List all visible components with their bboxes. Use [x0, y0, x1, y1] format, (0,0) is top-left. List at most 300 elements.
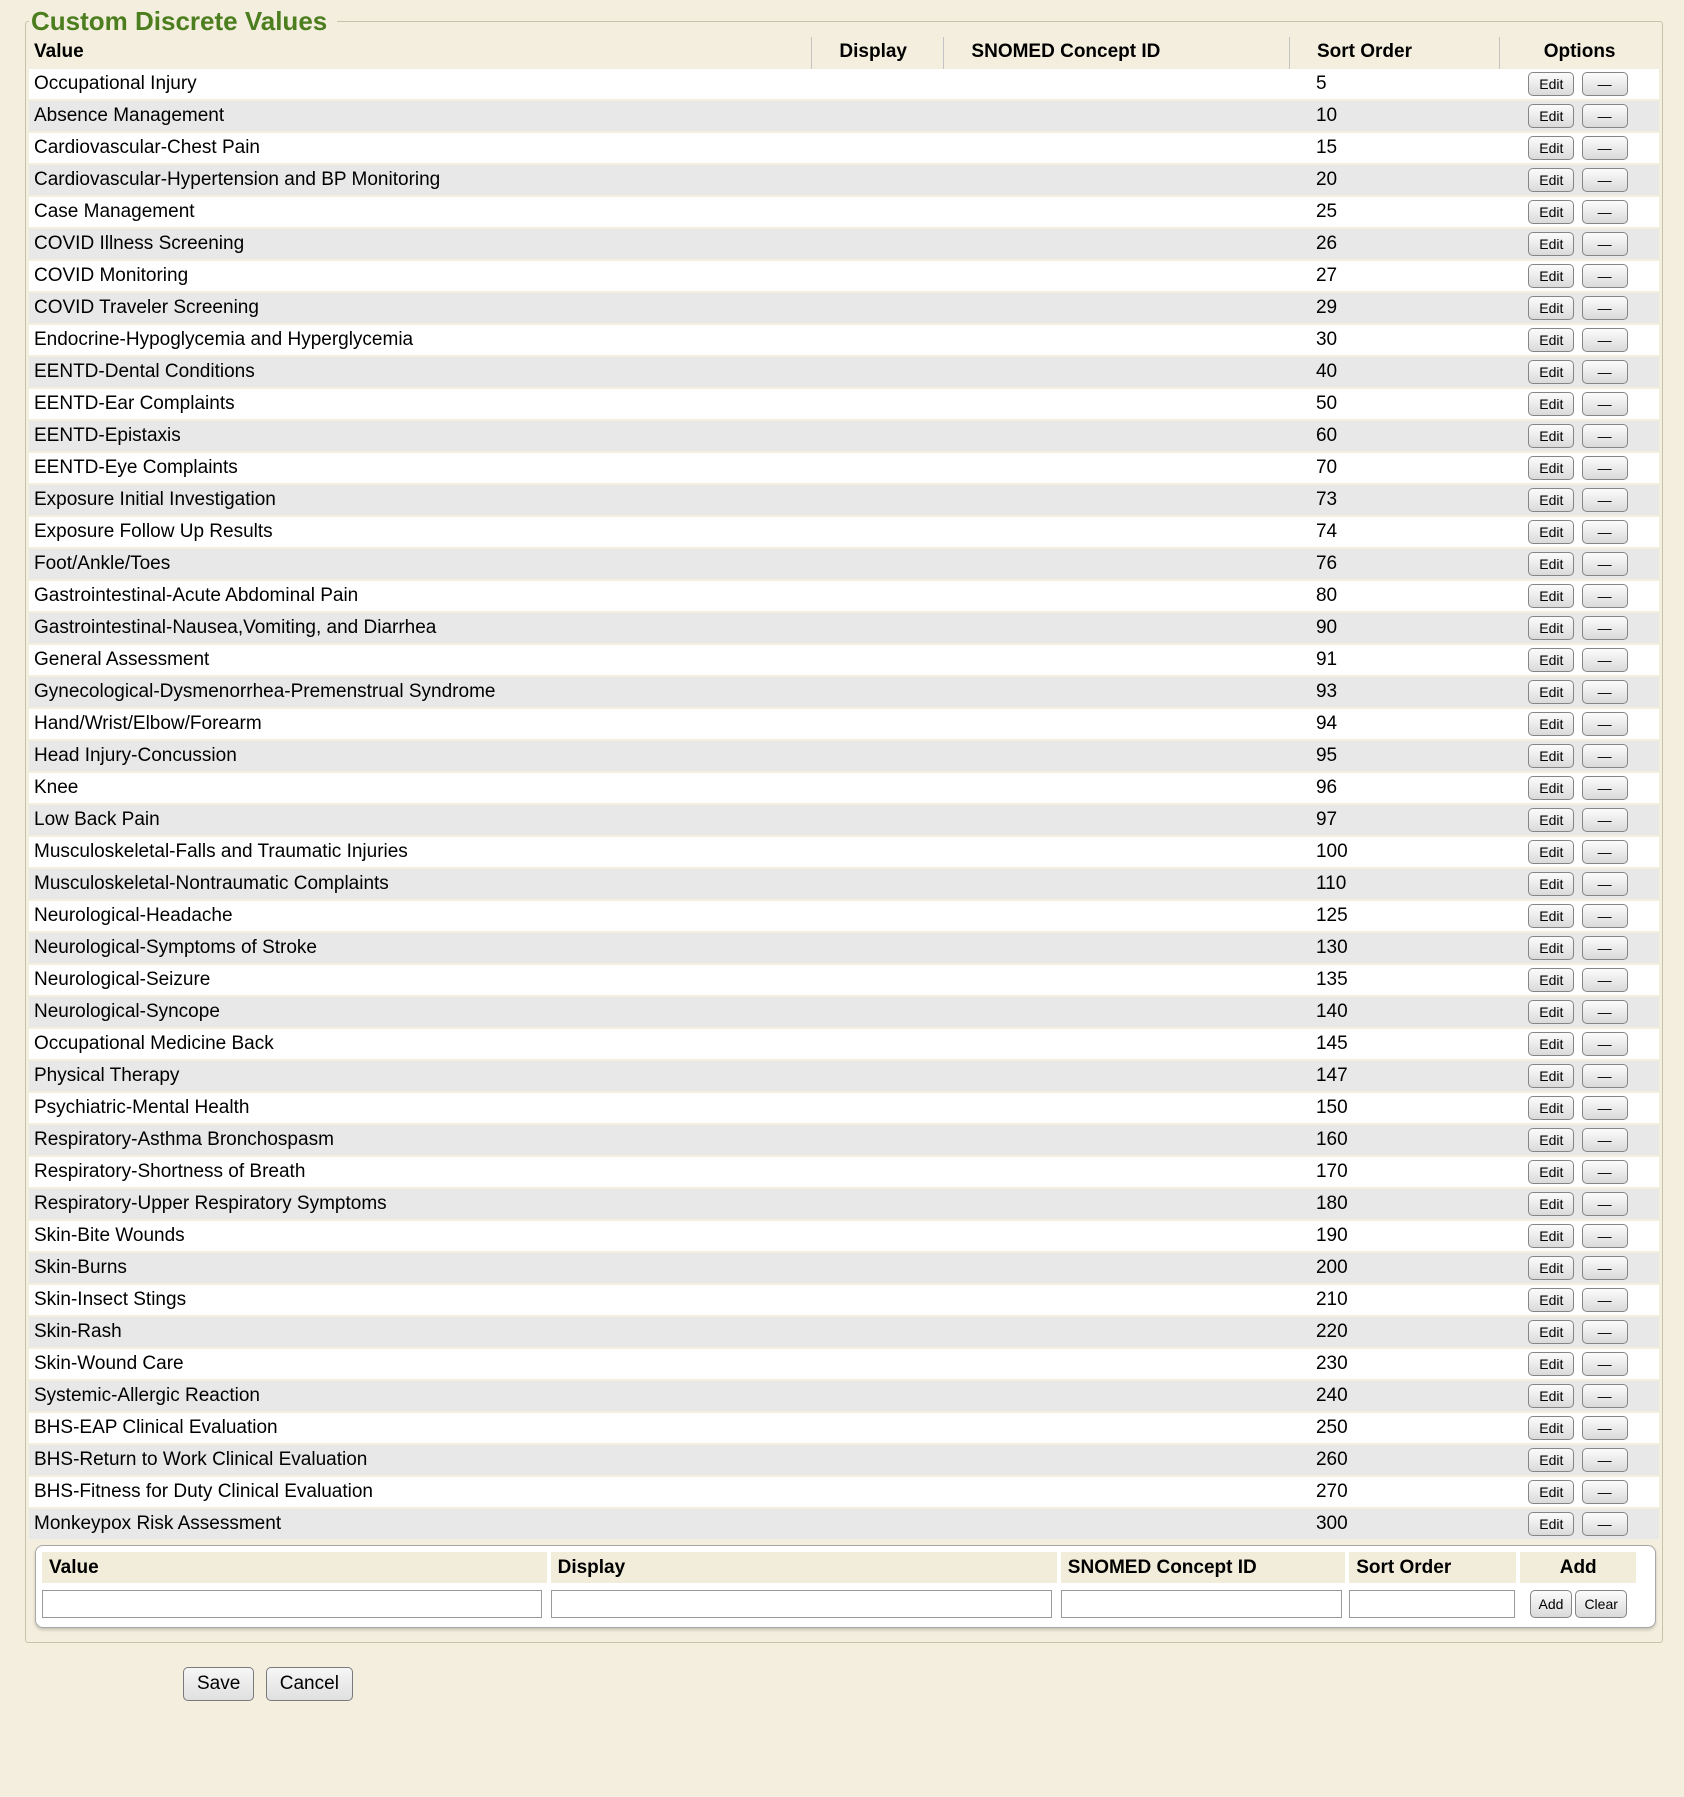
table-row — [29, 1509, 1659, 1541]
sort-order-cell: 90 — [1289, 613, 1499, 645]
remove-button[interactable]: — — [1582, 1128, 1628, 1152]
snomed-concept-id-cell — [943, 741, 1289, 773]
edit-button[interactable]: Edit — [1528, 904, 1574, 928]
remove-button[interactable]: — — [1582, 552, 1628, 576]
snomed-concept-id-cell — [943, 773, 1289, 805]
table-row — [29, 1253, 1659, 1285]
snomed-concept-id-cell — [943, 709, 1289, 741]
snomed-concept-id-cell — [943, 357, 1289, 389]
snomed-concept-id-cell — [943, 677, 1289, 709]
remove-button[interactable]: — — [1582, 1512, 1628, 1536]
options-cell — [1499, 901, 1659, 933]
options-cell — [1499, 197, 1659, 229]
remove-button[interactable]: — — [1582, 904, 1628, 928]
display-cell — [811, 1125, 943, 1157]
table-row — [29, 933, 1659, 965]
remove-button[interactable]: — — [1582, 616, 1628, 640]
table-row — [29, 1221, 1659, 1253]
remove-button[interactable]: — — [1582, 1096, 1628, 1120]
value-cell: EENTD-Ear Complaints — [29, 389, 811, 421]
display-cell — [811, 965, 943, 997]
edit-button[interactable]: Edit — [1528, 616, 1574, 640]
table-row — [29, 421, 1659, 453]
display-cell — [811, 901, 943, 933]
value-cell: Respiratory-Asthma Bronchospasm — [29, 1125, 811, 1157]
remove-button[interactable]: — — [1582, 1064, 1628, 1088]
display-cell — [811, 1253, 943, 1285]
sort-order-cell: 96 — [1289, 773, 1499, 805]
options-cell — [1499, 837, 1659, 869]
value-cell: Cardiovascular-Chest Pain — [29, 133, 811, 165]
table-row — [29, 549, 1659, 581]
edit-button[interactable]: Edit — [1528, 1512, 1574, 1536]
sort-order-cell: 130 — [1289, 933, 1499, 965]
snomed-concept-id-cell — [943, 1349, 1289, 1381]
sort-order-cell: 170 — [1289, 1157, 1499, 1189]
display-cell — [811, 69, 943, 101]
table-row — [29, 197, 1659, 229]
table-row — [29, 965, 1659, 997]
add-header-sort-order: Sort Order — [1349, 1552, 1516, 1583]
new-snomed-concept-id-input[interactable] — [1061, 1590, 1343, 1618]
value-cell: Case Management — [29, 197, 811, 229]
remove-button[interactable]: — — [1582, 744, 1628, 768]
value-cell: Skin-Bite Wounds — [29, 1221, 811, 1253]
snomed-concept-id-cell — [943, 901, 1289, 933]
display-cell — [811, 1477, 943, 1509]
sort-order-cell: 91 — [1289, 645, 1499, 677]
display-cell — [811, 1157, 943, 1189]
sort-order-cell: 180 — [1289, 1189, 1499, 1221]
edit-button[interactable]: Edit — [1528, 840, 1574, 864]
options-cell — [1499, 389, 1659, 421]
display-cell — [811, 741, 943, 773]
snomed-concept-id-cell — [943, 613, 1289, 645]
display-cell — [811, 1413, 943, 1445]
value-cell: Gastrointestinal-Acute Abdominal Pain — [29, 581, 811, 613]
table-row — [29, 1349, 1659, 1381]
add-header-value: Value — [42, 1552, 547, 1583]
snomed-concept-id-cell — [943, 581, 1289, 613]
sort-order-cell: 27 — [1289, 261, 1499, 293]
edit-button[interactable]: Edit — [1528, 1128, 1574, 1152]
edit-button[interactable]: Edit — [1528, 968, 1574, 992]
remove-button[interactable]: — — [1582, 1480, 1628, 1504]
sort-order-cell: 145 — [1289, 1029, 1499, 1061]
snomed-concept-id-cell — [943, 1157, 1289, 1189]
table-row — [29, 1381, 1659, 1413]
remove-button[interactable]: — — [1582, 648, 1628, 672]
snomed-concept-id-cell — [943, 69, 1289, 101]
new-value-input[interactable] — [42, 1590, 542, 1618]
edit-button[interactable]: Edit — [1528, 104, 1574, 128]
value-cell: EENTD-Epistaxis — [29, 421, 811, 453]
options-cell — [1499, 1349, 1659, 1381]
options-cell — [1499, 1093, 1659, 1125]
remove-button[interactable]: — — [1582, 136, 1628, 160]
table-row — [29, 677, 1659, 709]
value-cell: BHS-Return to Work Clinical Evaluation — [29, 1445, 811, 1477]
edit-button[interactable]: Edit — [1528, 232, 1574, 256]
display-cell — [811, 197, 943, 229]
remove-button[interactable]: — — [1582, 1320, 1628, 1344]
snomed-concept-id-cell — [943, 517, 1289, 549]
edit-button[interactable]: Edit — [1528, 808, 1574, 832]
edit-button[interactable]: Edit — [1528, 1224, 1574, 1248]
display-cell — [811, 805, 943, 837]
remove-button[interactable]: — — [1582, 1000, 1628, 1024]
sort-order-cell: 93 — [1289, 677, 1499, 709]
sort-order-cell: 110 — [1289, 869, 1499, 901]
display-cell — [811, 933, 943, 965]
remove-button[interactable]: — — [1582, 1448, 1628, 1472]
sort-order-cell: 15 — [1289, 133, 1499, 165]
table-row — [29, 613, 1659, 645]
value-cell: Gastrointestinal-Nausea,Vomiting, and Diarrhea — [29, 613, 811, 645]
snomed-concept-id-cell — [943, 1189, 1289, 1221]
sort-order-cell: 100 — [1289, 837, 1499, 869]
display-cell — [811, 133, 943, 165]
remove-button[interactable]: — — [1582, 1032, 1628, 1056]
edit-button[interactable]: Edit — [1528, 1192, 1574, 1216]
edit-button[interactable]: Edit — [1528, 1320, 1574, 1344]
display-cell — [811, 101, 943, 133]
snomed-concept-id-cell — [943, 1413, 1289, 1445]
options-cell — [1499, 581, 1659, 613]
remove-button[interactable]: — — [1582, 520, 1628, 544]
clear-button[interactable]: Clear — [1575, 1590, 1626, 1618]
options-cell — [1499, 1381, 1659, 1413]
value-cell: EENTD-Eye Complaints — [29, 453, 811, 485]
values-table — [29, 37, 1659, 1541]
edit-button[interactable]: Edit — [1528, 1160, 1574, 1184]
snomed-concept-id-cell — [943, 1221, 1289, 1253]
edit-button[interactable]: Edit — [1528, 1384, 1574, 1408]
options-cell — [1499, 325, 1659, 357]
edit-button[interactable]: Edit — [1528, 936, 1574, 960]
remove-button[interactable]: — — [1582, 1288, 1628, 1312]
edit-button[interactable]: Edit — [1528, 136, 1574, 160]
sort-order-cell: 5 — [1289, 69, 1499, 101]
value-cell: Respiratory-Shortness of Breath — [29, 1157, 811, 1189]
remove-button[interactable]: — — [1582, 872, 1628, 896]
edit-button[interactable]: Edit — [1528, 1000, 1574, 1024]
edit-button[interactable]: Edit — [1528, 200, 1574, 224]
snomed-concept-id-cell — [943, 229, 1289, 261]
edit-button[interactable]: Edit — [1528, 264, 1574, 288]
remove-button[interactable]: — — [1582, 1192, 1628, 1216]
value-cell: Exposure Follow Up Results — [29, 517, 811, 549]
edit-button[interactable]: Edit — [1528, 1480, 1574, 1504]
edit-button[interactable]: Edit — [1528, 424, 1574, 448]
remove-button[interactable]: — — [1582, 72, 1628, 96]
value-cell: Neurological-Syncope — [29, 997, 811, 1029]
remove-button[interactable]: — — [1582, 392, 1628, 416]
sort-order-cell: 40 — [1289, 357, 1499, 389]
edit-button[interactable]: Edit — [1528, 520, 1574, 544]
display-cell — [811, 453, 943, 485]
options-cell — [1499, 1221, 1659, 1253]
options-cell — [1499, 965, 1659, 997]
value-cell: Musculoskeletal-Falls and Traumatic Injuries — [29, 837, 811, 869]
remove-button[interactable]: — — [1582, 1160, 1628, 1184]
options-cell — [1499, 1285, 1659, 1317]
snomed-concept-id-cell — [943, 869, 1289, 901]
value-cell: Psychiatric-Mental Health — [29, 1093, 811, 1125]
edit-button[interactable]: Edit — [1528, 744, 1574, 768]
options-cell — [1499, 1253, 1659, 1285]
display-cell — [811, 1029, 943, 1061]
remove-button[interactable]: — — [1582, 968, 1628, 992]
table-row — [29, 645, 1659, 677]
sort-order-cell: 30 — [1289, 325, 1499, 357]
display-cell — [811, 549, 943, 581]
display-cell — [811, 581, 943, 613]
sort-order-cell: 210 — [1289, 1285, 1499, 1317]
edit-button[interactable]: Edit — [1528, 1352, 1574, 1376]
snomed-concept-id-cell — [943, 549, 1289, 581]
edit-button[interactable]: Edit — [1528, 392, 1574, 416]
edit-button[interactable]: Edit — [1528, 584, 1574, 608]
value-cell: Low Back Pain — [29, 805, 811, 837]
sort-order-cell: 74 — [1289, 517, 1499, 549]
edit-button[interactable]: Edit — [1528, 648, 1574, 672]
value-cell: Musculoskeletal-Nontraumatic Complaints — [29, 869, 811, 901]
sort-order-cell: 60 — [1289, 421, 1499, 453]
table-row — [29, 261, 1659, 293]
edit-button[interactable]: Edit — [1528, 680, 1574, 704]
cancel-button[interactable]: Cancel — [266, 1667, 353, 1701]
new-sort-order-input[interactable] — [1349, 1590, 1514, 1618]
edit-button[interactable]: Edit — [1528, 360, 1574, 384]
value-cell: Occupational Medicine Back — [29, 1029, 811, 1061]
value-cell: Systemic-Allergic Reaction — [29, 1381, 811, 1413]
table-row — [29, 709, 1659, 741]
value-cell: Gynecological-Dysmenorrhea-Premenstrual Syndrome — [29, 677, 811, 709]
add-header-add: Add — [1520, 1552, 1636, 1583]
remove-button[interactable]: — — [1582, 1256, 1628, 1280]
remove-button[interactable]: — — [1582, 328, 1628, 352]
table-row — [29, 741, 1659, 773]
edit-button[interactable]: Edit — [1528, 296, 1574, 320]
edit-button[interactable]: Edit — [1528, 1032, 1574, 1056]
value-cell: Skin-Rash — [29, 1317, 811, 1349]
options-cell — [1499, 1029, 1659, 1061]
options-cell — [1499, 1317, 1659, 1349]
edit-button[interactable]: Edit — [1528, 1448, 1574, 1472]
value-cell: COVID Traveler Screening — [29, 293, 811, 325]
value-cell: Neurological-Symptoms of Stroke — [29, 933, 811, 965]
snomed-concept-id-cell — [943, 1125, 1289, 1157]
options-cell — [1499, 773, 1659, 805]
display-cell — [811, 837, 943, 869]
sort-order-cell: 135 — [1289, 965, 1499, 997]
value-cell: Occupational Injury — [29, 69, 811, 101]
sort-order-cell: 125 — [1289, 901, 1499, 933]
remove-button[interactable]: — — [1582, 296, 1628, 320]
remove-button[interactable]: — — [1582, 424, 1628, 448]
snomed-concept-id-cell — [943, 421, 1289, 453]
sort-order-cell: 20 — [1289, 165, 1499, 197]
options-cell — [1499, 1157, 1659, 1189]
options-cell — [1499, 613, 1659, 645]
remove-button[interactable]: — — [1582, 360, 1628, 384]
remove-button[interactable]: — — [1582, 808, 1628, 832]
table-row — [29, 1285, 1659, 1317]
sort-order-cell: 190 — [1289, 1221, 1499, 1253]
edit-button[interactable]: Edit — [1528, 488, 1574, 512]
remove-button[interactable]: — — [1582, 776, 1628, 800]
value-cell: Cardiovascular-Hypertension and BP Monitoring — [29, 165, 811, 197]
snomed-concept-id-cell — [943, 325, 1289, 357]
table-row — [29, 997, 1659, 1029]
display-cell — [811, 677, 943, 709]
snomed-concept-id-cell — [943, 933, 1289, 965]
edit-button[interactable]: Edit — [1528, 1064, 1574, 1088]
snomed-concept-id-cell — [943, 261, 1289, 293]
snomed-concept-id-cell — [943, 197, 1289, 229]
sort-order-cell: 76 — [1289, 549, 1499, 581]
snomed-concept-id-cell — [943, 165, 1289, 197]
value-cell: Knee — [29, 773, 811, 805]
table-row — [29, 1157, 1659, 1189]
options-cell — [1499, 549, 1659, 581]
table-row — [29, 581, 1659, 613]
sort-order-cell: 97 — [1289, 805, 1499, 837]
remove-button[interactable]: — — [1582, 680, 1628, 704]
remove-button[interactable]: — — [1582, 488, 1628, 512]
options-cell — [1499, 677, 1659, 709]
options-cell — [1499, 741, 1659, 773]
edit-button[interactable]: Edit — [1528, 1416, 1574, 1440]
remove-button[interactable]: — — [1582, 1352, 1628, 1376]
remove-button[interactable]: — — [1582, 1416, 1628, 1440]
value-cell: Monkeypox Risk Assessment — [29, 1509, 811, 1541]
remove-button[interactable]: — — [1582, 840, 1628, 864]
edit-button[interactable]: Edit — [1528, 328, 1574, 352]
display-cell — [811, 613, 943, 645]
table-header-row — [29, 37, 1659, 69]
edit-button[interactable]: Edit — [1528, 168, 1574, 192]
edit-button[interactable]: Edit — [1528, 72, 1574, 96]
edit-button[interactable]: Edit — [1528, 1096, 1574, 1120]
form-actions — [183, 1667, 1663, 1717]
display-cell — [811, 1189, 943, 1221]
sort-order-cell: 200 — [1289, 1253, 1499, 1285]
snomed-concept-id-cell — [943, 389, 1289, 421]
options-cell — [1499, 421, 1659, 453]
sort-order-cell: 300 — [1289, 1509, 1499, 1541]
sort-order-cell: 26 — [1289, 229, 1499, 261]
page-title: Custom Discrete Values — [31, 6, 328, 36]
add-button[interactable]: Add — [1530, 1590, 1573, 1618]
remove-button[interactable]: — — [1582, 456, 1628, 480]
display-cell — [811, 389, 943, 421]
col-header-sort-order: Sort Order — [1289, 37, 1499, 69]
value-cell: Head Injury-Concussion — [29, 741, 811, 773]
display-cell — [811, 485, 943, 517]
table-row — [29, 453, 1659, 485]
table-row — [29, 101, 1659, 133]
snomed-concept-id-cell — [943, 485, 1289, 517]
new-display-input[interactable] — [551, 1590, 1052, 1618]
display-cell — [811, 645, 943, 677]
snomed-concept-id-cell — [943, 1253, 1289, 1285]
snomed-concept-id-cell — [943, 293, 1289, 325]
display-cell — [811, 869, 943, 901]
display-cell — [811, 709, 943, 741]
options-cell — [1499, 1413, 1659, 1445]
sort-order-cell: 94 — [1289, 709, 1499, 741]
snomed-concept-id-cell — [943, 645, 1289, 677]
display-cell — [811, 773, 943, 805]
options-cell — [1499, 261, 1659, 293]
options-cell — [1499, 485, 1659, 517]
snomed-concept-id-cell — [943, 1445, 1289, 1477]
options-cell — [1499, 1061, 1659, 1093]
table-row — [29, 1061, 1659, 1093]
remove-button[interactable]: — — [1582, 1224, 1628, 1248]
remove-button[interactable]: — — [1582, 264, 1628, 288]
table-row — [29, 69, 1659, 101]
sort-order-cell: 230 — [1289, 1349, 1499, 1381]
options-cell — [1499, 933, 1659, 965]
edit-button[interactable]: Edit — [1528, 712, 1574, 736]
table-row — [29, 1029, 1659, 1061]
remove-button[interactable]: — — [1582, 104, 1628, 128]
display-cell — [811, 1381, 943, 1413]
snomed-concept-id-cell — [943, 1285, 1289, 1317]
table-row — [29, 901, 1659, 933]
edit-button[interactable]: Edit — [1528, 1288, 1574, 1312]
edit-button[interactable]: Edit — [1528, 552, 1574, 576]
sort-order-cell: 250 — [1289, 1413, 1499, 1445]
table-row — [29, 165, 1659, 197]
snomed-concept-id-cell — [943, 965, 1289, 997]
remove-button[interactable]: — — [1582, 232, 1628, 256]
options-cell — [1499, 229, 1659, 261]
remove-button[interactable]: — — [1582, 168, 1628, 192]
sort-order-cell: 220 — [1289, 1317, 1499, 1349]
edit-button[interactable]: Edit — [1528, 872, 1574, 896]
custom-discrete-values-fieldset — [25, 6, 1663, 1643]
remove-button[interactable]: — — [1582, 712, 1628, 736]
options-cell — [1499, 869, 1659, 901]
remove-button[interactable]: — — [1582, 936, 1628, 960]
display-cell — [811, 421, 943, 453]
snomed-concept-id-cell — [943, 837, 1289, 869]
sort-order-cell: 140 — [1289, 997, 1499, 1029]
table-row — [29, 1413, 1659, 1445]
edit-button[interactable]: Edit — [1528, 456, 1574, 480]
edit-button[interactable]: Edit — [1528, 1256, 1574, 1280]
remove-button[interactable]: — — [1582, 1384, 1628, 1408]
remove-button[interactable]: — — [1582, 200, 1628, 224]
options-cell — [1499, 805, 1659, 837]
sort-order-cell: 160 — [1289, 1125, 1499, 1157]
display-cell — [811, 1221, 943, 1253]
add-entry-panel — [35, 1545, 1656, 1628]
table-row — [29, 1189, 1659, 1221]
table-row — [29, 869, 1659, 901]
remove-button[interactable]: — — [1582, 584, 1628, 608]
edit-button[interactable]: Edit — [1528, 776, 1574, 800]
value-cell: General Assessment — [29, 645, 811, 677]
value-cell: Neurological-Seizure — [29, 965, 811, 997]
save-button[interactable]: Save — [183, 1667, 254, 1701]
table-row — [29, 293, 1659, 325]
value-cell: Endocrine-Hypoglycemia and Hyperglycemia — [29, 325, 811, 357]
